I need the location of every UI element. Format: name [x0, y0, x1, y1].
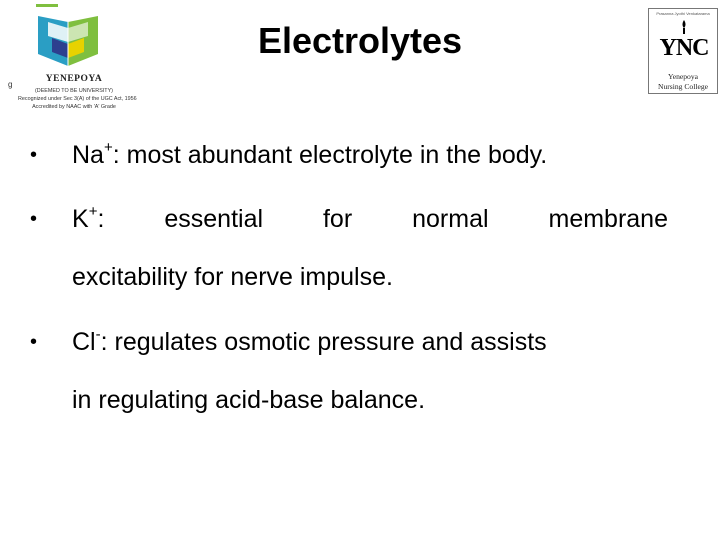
slide-title: Electrolytes: [257, 20, 463, 61]
logo-name: YENEPOYA: [45, 74, 103, 84]
bullet-continuation: in regulating acid-base balance.: [72, 386, 426, 414]
bullet-text: [72, 204, 668, 234]
logo-right-line-1: Yenepoya: [667, 72, 699, 81]
logo-right-tagline: Prasanna Jyothi Venkatarama: [656, 11, 710, 16]
bullet-continuation: excitability for nerve impulse.: [72, 263, 393, 291]
logo-subline-2: Recognized under Sec 3(A) of the UGC Act, 1956: [18, 96, 137, 102]
ion-description: : regulates osmotic pressure and assists: [100, 328, 547, 356]
lamp-icon: [674, 19, 694, 35]
word: membrane: [548, 205, 668, 233]
logo-monogram: YNC: [659, 35, 709, 61]
ion-charge: -: [95, 326, 101, 343]
ion-charge: +: [88, 203, 98, 220]
logo-subline-3: Accredited by NAAC with 'A' Grade: [32, 104, 116, 110]
word: normal: [412, 205, 489, 233]
word: for: [322, 205, 353, 233]
logo-right-line-2: Nursing College: [658, 82, 708, 91]
ion-symbol: Cl: [72, 328, 96, 356]
ion-label: [72, 204, 104, 234]
ion-description: : most abundant electrolyte in the body.: [112, 141, 548, 169]
logo-subline-1: (DEEMED TO BE UNIVERSITY): [35, 88, 113, 94]
bullet-text: [72, 140, 547, 170]
bullet-marker: •: [30, 144, 38, 166]
logo-corner-mark: g: [8, 80, 13, 89]
ion-charge: +: [103, 139, 113, 156]
bullet-marker: •: [30, 331, 38, 353]
bullet-text: [72, 327, 547, 357]
bullet-marker: •: [30, 208, 38, 230]
word: essential: [164, 205, 264, 233]
nursing-college-logo: [648, 8, 718, 94]
word: :: [97, 205, 105, 233]
ion-symbol: Na: [72, 141, 104, 169]
ion-symbol: K: [72, 205, 89, 233]
